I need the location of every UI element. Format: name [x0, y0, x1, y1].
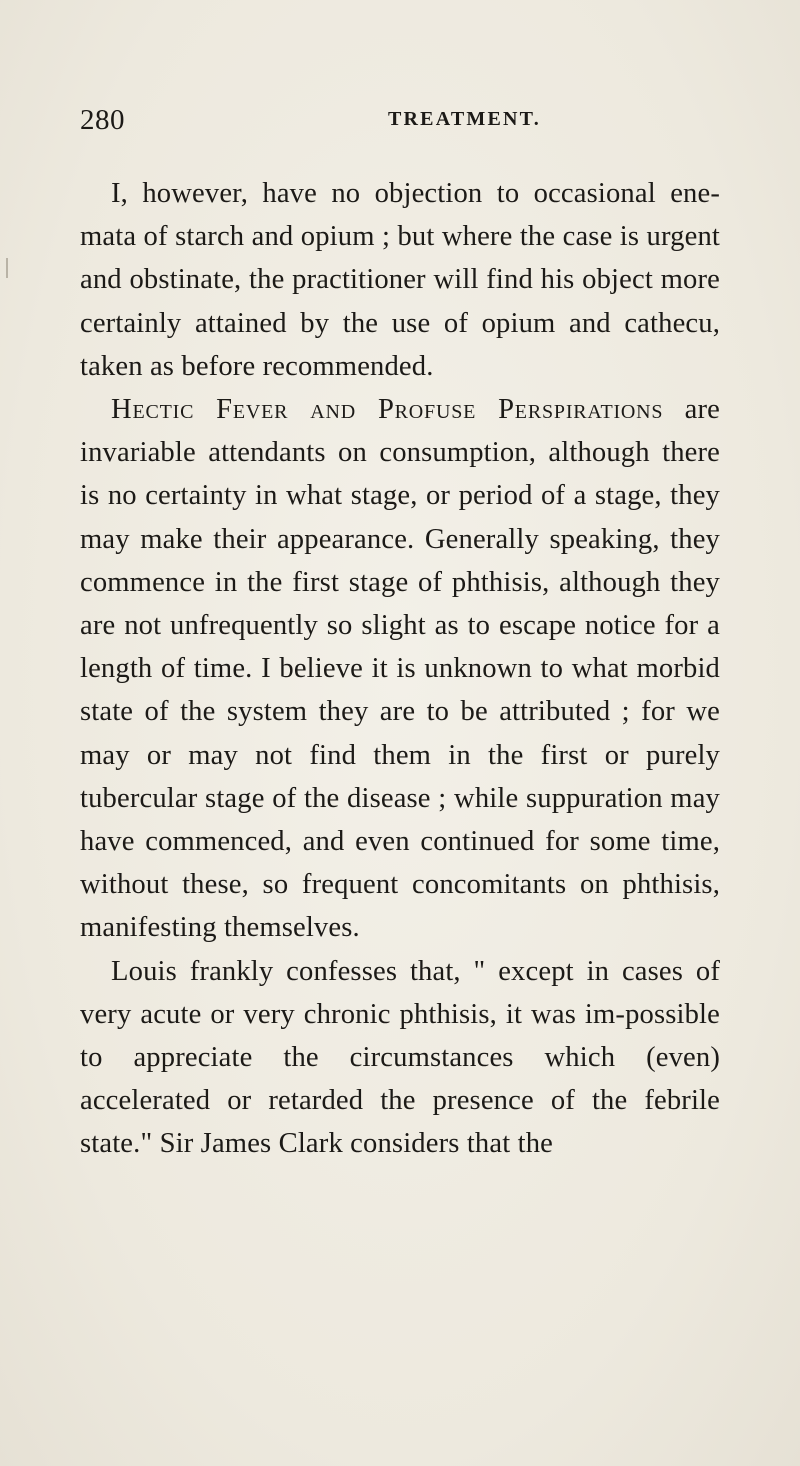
body-text: [80, 172, 720, 1166]
paragraph-text: Louis frankly confesses that, " except in cases of very acute or very chronic phthisis, it was im-possible to appreciate the circumstances which (even) accelerated or retarded the presence of the febrile state." Sir James Clark considers that the: [80, 955, 720, 1160]
section-heading: Hectic Fever and Profuse Perspirations: [111, 394, 664, 426]
running-head: TREATMENT.: [388, 108, 541, 130]
page-number: 280: [80, 104, 125, 136]
paragraph-text: are invariable attendants on consumption, although there is no certainty in what stage, or period of a stage, they may make their appearance. Generally speaking, they commence in the first stage of phthisis, although they are not unfrequently so slight as to escape notice for a length of time. I believe it is unknown to what morbid state of the system they are to be attributed ; for we may or may not find them in the first or purely tubercular stage of the disease ; while suppuration may have commenced, and even continued for some time, without these, so frequent concomitants on phthisis, manifesting themselves.: [80, 394, 720, 944]
margin-mark: [6, 258, 8, 278]
paragraph-enemata: [80, 172, 720, 388]
paragraph-text: I, however, have no objection to occasional ene-mata of starch and opium ; but where the case is urgent and obstinate, the practitioner will find his object more certainly attained by the use of opium and cathecu, taken as before recommended.: [80, 178, 720, 382]
paragraph-hectic-fever: [80, 388, 720, 950]
paragraph-louis: [80, 950, 720, 1166]
page-header: [80, 104, 720, 144]
